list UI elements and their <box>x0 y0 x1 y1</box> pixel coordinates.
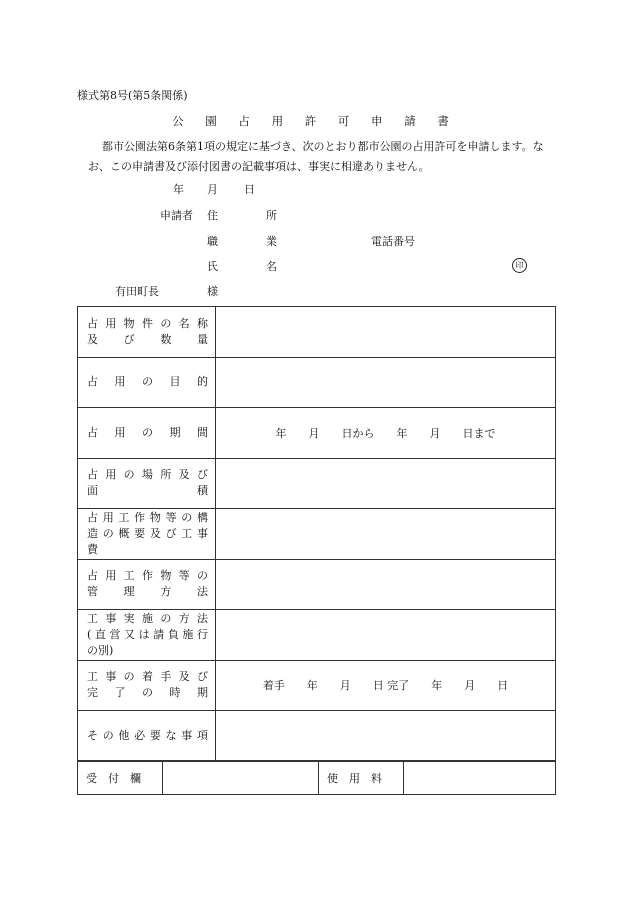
row-value[interactable] <box>216 458 556 509</box>
row-label-line: の別) <box>87 643 114 657</box>
row-label <box>78 408 216 459</box>
row-label-line: 占用工作物等の <box>87 569 208 583</box>
table-row <box>78 660 556 711</box>
row-label-line: 占用工作物等の構 <box>87 510 208 524</box>
table-row <box>78 559 556 610</box>
table-row <box>78 458 556 509</box>
row-label <box>78 509 216 560</box>
table-row <box>78 357 556 408</box>
fee-field[interactable] <box>404 761 556 795</box>
row-value[interactable] <box>216 610 556 661</box>
row-label <box>78 660 216 711</box>
row-label-line: 占 用 の 目 的 <box>87 375 208 389</box>
table-row <box>78 610 556 661</box>
occupation-label-2: 業 <box>266 235 277 248</box>
row-value[interactable] <box>216 509 556 560</box>
row-value[interactable] <box>216 711 556 762</box>
addressee-honorific: 様 <box>207 285 218 298</box>
date-month-label: 月 <box>207 183 218 196</box>
row-label <box>78 711 216 762</box>
name-label-1: 氏 <box>207 260 218 273</box>
phone-label: 電話番号 <box>371 235 415 248</box>
date-day-label: 日 <box>244 183 255 196</box>
row-value[interactable] <box>216 559 556 610</box>
row-label-line: 完 了 の 時 期 <box>87 686 208 700</box>
address-label-1: 住 <box>207 209 218 222</box>
row-label <box>78 357 216 408</box>
document-title: 公 園 占 用 許 可 申 請 書 <box>172 114 458 128</box>
row-label-line: 管 理 方 法 <box>87 585 208 599</box>
seal-icon: 印 <box>512 258 527 273</box>
row-label-line: 占用の場所及び <box>87 468 208 482</box>
seal-mark <box>512 258 527 273</box>
row-label-line: 工事実施の方法 <box>87 611 208 625</box>
row-label-line: 費 <box>87 542 98 556</box>
row-label-line: 工事の着手及び <box>87 670 208 684</box>
row-label-line: 造の概要及び工事 <box>87 526 208 540</box>
table-row <box>78 307 556 358</box>
intro-paragraph: 都市公園法第6条第1項の規定に基づき、次のとおり都市公園の占用許可を申請します。なお、この申請書及び添付図書の記載事項は、事実に相違ありません。 <box>88 140 544 173</box>
row-value[interactable]: 着手 年 月 日 完了 年 月 日 <box>216 660 556 711</box>
row-value[interactable] <box>216 357 556 408</box>
table-row <box>78 408 556 459</box>
row-label <box>78 307 216 358</box>
reception-label: 受 付 欄 <box>78 761 163 795</box>
office-use-table <box>77 760 556 795</box>
row-label <box>78 458 216 509</box>
row-label-line: 占用物件の名称 <box>87 316 208 330</box>
row-label-line: その他必要な事項 <box>87 728 208 742</box>
form-number-label: 様式第8号(第5条関係) <box>77 89 188 102</box>
name-label-2: 名 <box>266 260 277 273</box>
row-label-line: (直営又は請負施行 <box>87 627 208 641</box>
row-label-line: 占 用 の 期 間 <box>87 425 208 439</box>
occupation-label-1: 職 <box>207 235 218 248</box>
row-value[interactable] <box>216 307 556 358</box>
row-label <box>78 559 216 610</box>
fee-label: 使 用 料 <box>319 761 404 795</box>
row-value[interactable]: 年 月 日から 年 月 日まで <box>216 408 556 459</box>
table-row <box>78 509 556 560</box>
row-label <box>78 610 216 661</box>
row-label-line: 及 び 数 量 <box>87 332 208 346</box>
row-label-line: 面 積 <box>87 484 208 498</box>
addressee-name: 有田町長 <box>115 285 159 298</box>
table-row <box>78 711 556 762</box>
reception-field[interactable] <box>163 761 319 795</box>
address-label-2: 所 <box>266 209 277 222</box>
application-table <box>77 306 556 762</box>
applicant-label: 申請者 <box>160 209 193 222</box>
date-year-label: 年 <box>173 183 184 196</box>
